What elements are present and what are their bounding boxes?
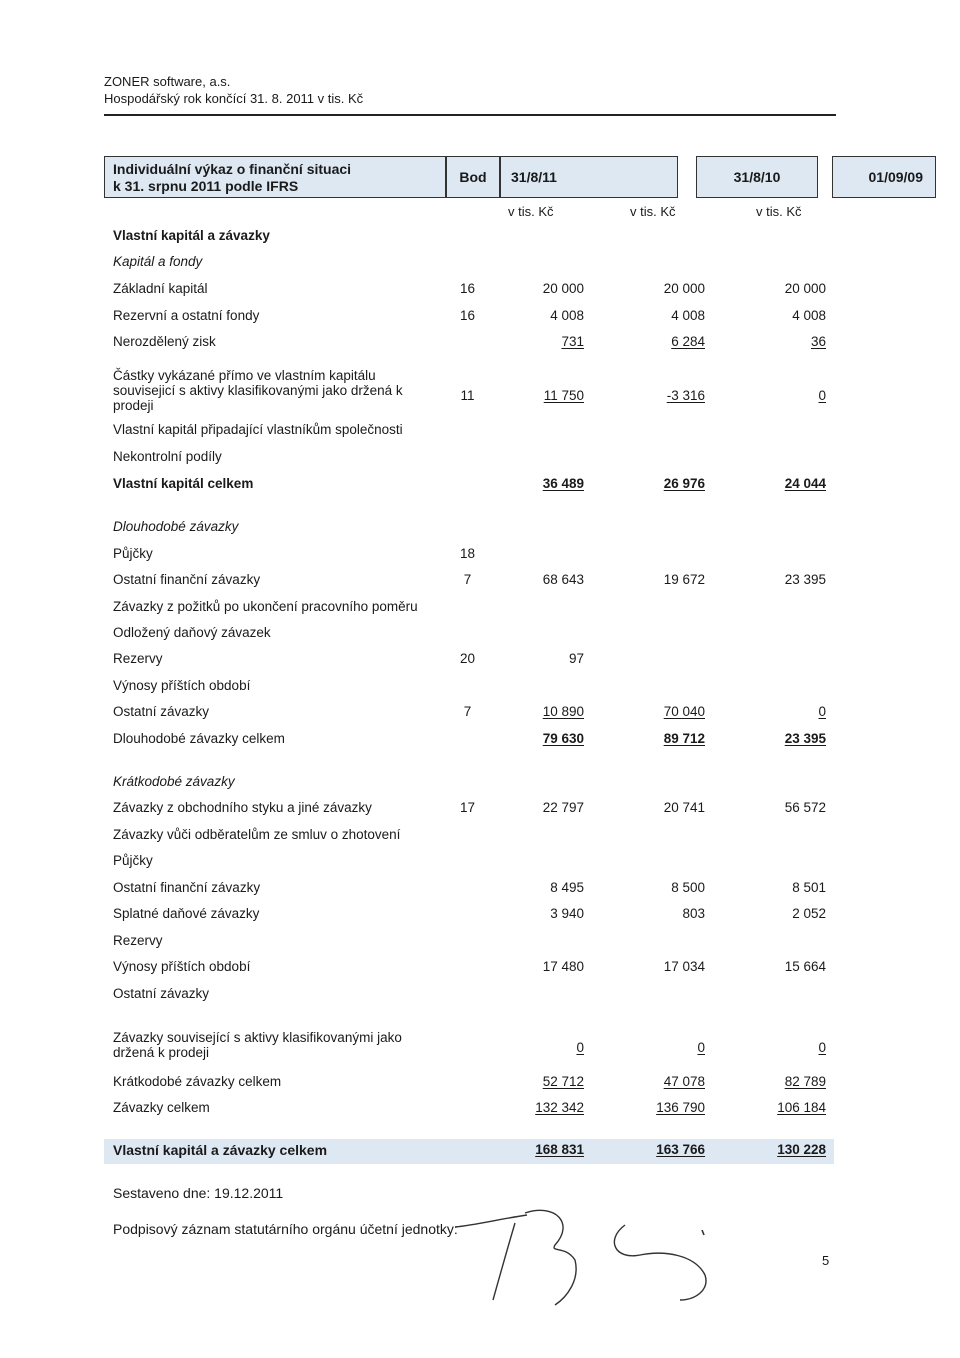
grand-total-label: Vlastní kapitál a závazky celkem — [113, 1142, 328, 1158]
subsection-heading: Dlouhodobé závazky — [113, 519, 239, 534]
value-2010: 20 741 — [663, 800, 705, 815]
value-2011: 8 495 — [550, 880, 584, 895]
table-row — [0, 306, 960, 326]
row-label: Dlouhodobé závazky celkem — [113, 731, 285, 746]
value-2010: 47 078 — [663, 1074, 705, 1089]
table-row — [0, 904, 960, 924]
value-2009: 0 — [818, 704, 826, 719]
table-row — [0, 1098, 960, 1118]
compiled-date: Sestaveno dne: 19.12.2011 — [113, 1185, 284, 1201]
header-divider — [104, 114, 836, 116]
value-2010: 0 — [697, 1040, 705, 1055]
row-label: Závazky z obchodního styku a jiné závazky — [113, 800, 372, 815]
value-2010: 26 976 — [663, 476, 705, 491]
table-header — [104, 156, 923, 198]
row-label: Krátkodobé závazky celkem — [113, 1074, 282, 1089]
value-2011: 0 — [576, 1040, 584, 1055]
value-2010: 6 284 — [671, 334, 705, 349]
row-bod: 7 — [463, 704, 472, 719]
row-bod: 7 — [463, 572, 472, 587]
value-2009: 0 — [818, 388, 826, 403]
table-row — [0, 279, 960, 299]
row-label: Závazky celkem — [113, 1100, 210, 1115]
row-label: Odložený daňový závazek — [113, 625, 271, 640]
value-2011: 11 750 — [543, 388, 584, 403]
company-name: ZONER software, a.s. — [104, 74, 231, 89]
value-2010: -3 316 — [666, 388, 705, 403]
company-header — [104, 73, 363, 107]
row-label: Ostatní závazky — [113, 986, 210, 1001]
value-2009: 15 664 — [784, 959, 826, 974]
table-row — [0, 597, 960, 617]
value-2011: 97 — [568, 651, 584, 666]
unit-label: v tis. Kč — [630, 204, 676, 219]
table-row — [0, 332, 960, 352]
table-row — [0, 368, 960, 414]
col-header-2010: 31/8/10 — [696, 156, 818, 198]
value-2010: 19 672 — [663, 572, 705, 587]
value-2010: 89 712 — [663, 731, 705, 746]
value-2011: 731 — [561, 334, 584, 349]
table-row — [0, 772, 960, 792]
row-bod: 17 — [459, 800, 476, 815]
grand-total-2010: 163 766 — [656, 1142, 705, 1157]
table-row — [0, 798, 960, 818]
subsection-heading: Kapitál a fondy — [113, 254, 203, 269]
row-bod: 11 — [460, 388, 475, 403]
row-label: Nerozdělený zisk — [113, 334, 216, 349]
row-label: Výnosy příštích období — [113, 959, 251, 974]
value-2009: 106 184 — [777, 1100, 826, 1115]
row-bod: 16 — [459, 308, 476, 323]
value-2010: 70 040 — [663, 704, 705, 719]
row-label: Vlastní kapitál připadající vlastníkům společnosti — [113, 422, 403, 437]
col-header-2009: 01/09/09 — [832, 156, 936, 198]
table-row — [0, 878, 960, 898]
page-number: 5 — [822, 1253, 830, 1268]
table-row — [0, 517, 960, 537]
table-row — [0, 447, 960, 467]
row-bod: 18 — [459, 546, 476, 561]
unit-label: v tis. Kč — [508, 204, 554, 219]
table-row — [0, 931, 960, 951]
table-row — [0, 984, 960, 1004]
value-2009: 4 008 — [792, 308, 826, 323]
value-2010: 20 000 — [663, 281, 705, 296]
value-2011: 22 797 — [542, 800, 584, 815]
row-label: Výnosy příštích období — [113, 678, 251, 693]
row-label: Půjčky — [113, 546, 153, 561]
section-heading: Vlastní kapitál a závazky — [113, 228, 270, 243]
table-row — [0, 623, 960, 643]
row-label: Ostatní finanční závazky — [113, 880, 261, 895]
value-2011: 10 890 — [542, 704, 584, 719]
row-label: Splatné daňové závazky — [113, 906, 260, 921]
table-row — [0, 676, 960, 696]
table-row — [0, 570, 960, 590]
value-2011: 68 643 — [542, 572, 584, 587]
grand-total-2009: 130 228 — [777, 1142, 826, 1157]
value-2011: 3 940 — [550, 906, 584, 921]
value-2011: 17 480 — [542, 959, 584, 974]
row-label: Závazky související s aktivy klasifikovanými jako držená k prodeji — [113, 1030, 402, 1060]
table-row — [0, 474, 960, 494]
unit-label: v tis. Kč — [756, 204, 802, 219]
value-2010: 803 — [682, 906, 705, 921]
subsection-heading: Krátkodobé závazky — [113, 774, 235, 789]
value-2009: 8 501 — [792, 880, 826, 895]
table-row — [0, 252, 960, 272]
row-label: Ostatní finanční závazky — [113, 572, 261, 587]
value-2009: 20 000 — [784, 281, 826, 296]
row-label: Závazky z požitků po ukončení pracovního poměru — [113, 599, 418, 614]
row-label: Základní kapitál — [113, 281, 208, 296]
table-row — [0, 420, 960, 440]
col-header-bod: Bod — [446, 156, 500, 198]
fiscal-year: Hospodářský rok končící 31. 8. 2011 v tis. Kč — [104, 91, 364, 106]
grand-total-2011: 168 831 — [535, 1142, 584, 1157]
value-2009: 82 789 — [784, 1074, 826, 1089]
table-row — [0, 957, 960, 977]
col-header-2011: 31/8/11 — [500, 156, 678, 198]
value-2011: 52 712 — [542, 1074, 584, 1089]
table-title: Individuální výkaz o finanční situaci k 31. srpnu 2011 podle IFRS — [104, 156, 446, 198]
row-label: Vlastní kapitál celkem — [113, 476, 254, 491]
row-label: Rezervy — [113, 651, 163, 666]
value-2011: 36 489 — [542, 476, 584, 491]
grand-total-row — [104, 1139, 834, 1164]
value-2010: 136 790 — [656, 1100, 705, 1115]
row-label: Nekontrolní podíly — [113, 449, 222, 464]
value-2009: 24 044 — [784, 476, 826, 491]
value-2009: 0 — [818, 1040, 826, 1055]
value-2009: 36 — [810, 334, 826, 349]
value-2011: 132 342 — [535, 1100, 584, 1115]
table-row — [0, 226, 960, 246]
table-row — [0, 649, 960, 669]
table-row — [0, 1030, 960, 1066]
value-2009: 23 395 — [784, 731, 826, 746]
row-bod: 16 — [459, 281, 476, 296]
value-2011: 79 630 — [542, 731, 584, 746]
value-2009: 2 052 — [792, 906, 826, 921]
value-2010: 17 034 — [663, 959, 705, 974]
row-label: Rezervní a ostatní fondy — [113, 308, 260, 323]
row-bod: 20 — [459, 651, 476, 666]
row-label: Částky vykázané přímo ve vlastním kapitálu souvisejicí s aktivy klasifikovanými jako držená k prodeji — [113, 368, 403, 413]
value-2009: 23 395 — [784, 572, 826, 587]
row-label: Rezervy — [113, 933, 163, 948]
table-row — [0, 851, 960, 871]
row-label: Závazky vůči odběratelům ze smluv o zhotovení — [113, 827, 401, 842]
table-row — [0, 702, 960, 722]
value-2011: 4 008 — [550, 308, 584, 323]
table-row — [0, 825, 960, 845]
value-2010: 8 500 — [671, 880, 705, 895]
row-label: Půjčky — [113, 853, 153, 868]
table-row — [0, 729, 960, 749]
handwritten-signature — [455, 1205, 735, 1315]
value-2010: 4 008 — [671, 308, 705, 323]
signature-note: Podpisový záznam statutárního orgánu účetní jednotky: — [113, 1221, 458, 1237]
table-row — [0, 1072, 960, 1092]
table-row — [0, 544, 960, 564]
row-label: Ostatní závazky — [113, 704, 210, 719]
value-2009: 56 572 — [784, 800, 826, 815]
value-2011: 20 000 — [542, 281, 584, 296]
